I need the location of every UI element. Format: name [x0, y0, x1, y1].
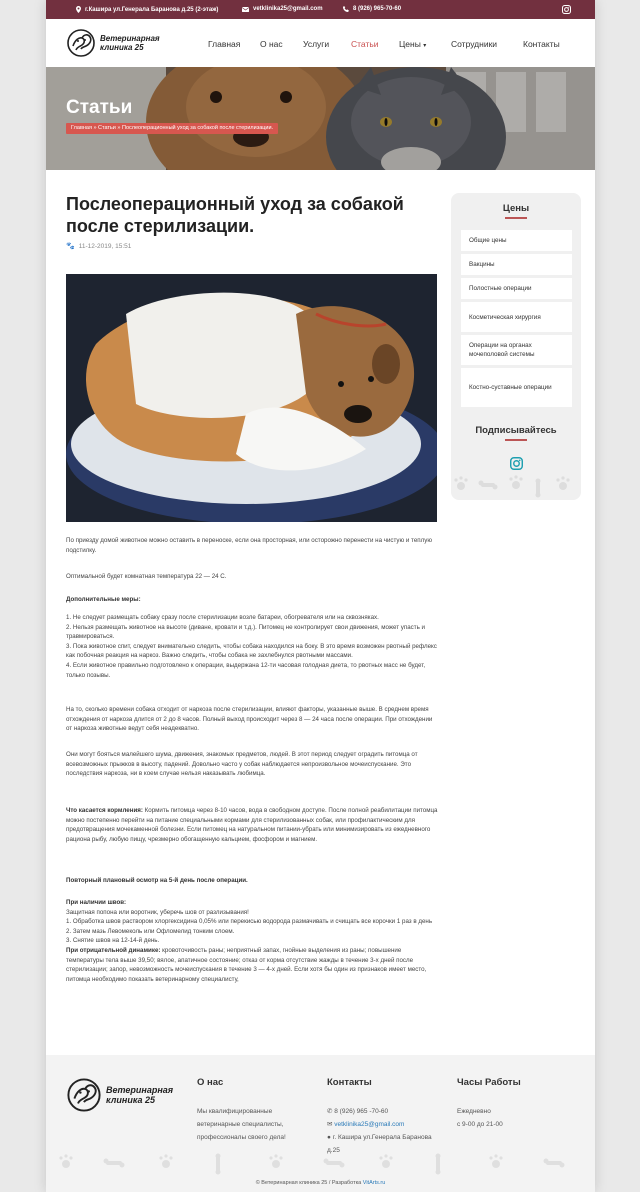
article-paragraph-3: На то, сколько времени собака отходит от наркоза после стерилизации, влияют факторы, указанные выше. В среднем время отхождения от наркоза длится от 2 до 8 часов. Полный выход происходит через 8 — 24 часа после операции. При отхождении от наркоза животные ведут себя неадекватно.: [66, 706, 433, 733]
article-photo: [66, 274, 437, 522]
sidebar-item-cosmetic-surgery[interactable]: Косметическая хирургия: [461, 302, 572, 332]
map-marker-icon: [76, 6, 81, 13]
sutures-intro: Защитная попона или воротник, уберечь шов от разлизывания!: [66, 908, 249, 916]
sidebar-item-cavity-operations[interactable]: Полостные операции: [461, 278, 572, 299]
article-meta: [66, 242, 131, 250]
sidebar: [451, 193, 581, 500]
logo-line1: Ветеринарная: [100, 34, 160, 43]
article-title: Послеоперационный уход за собакой после стерилизации.: [66, 194, 404, 236]
nav-about[interactable]: О нас: [260, 39, 283, 49]
phone-icon: ✆: [327, 1108, 333, 1115]
site-header: [46, 19, 595, 67]
logo-pets-icon: [66, 1077, 102, 1113]
measures-heading-text: Дополнительные меры:: [66, 596, 141, 603]
article-paragraph-2: Оптимальной будет комнатная температура 22 — 24 С.: [66, 573, 227, 580]
list-item: 3. Снятие швов на 12-14-й день.: [66, 937, 160, 945]
footer-address-text: г. Кашира ул.Генерала Баранова д.25: [327, 1134, 432, 1154]
topbar-phone-text[interactable]: 8 (926) 965-70-60: [353, 6, 402, 12]
footer-hours: [457, 1105, 567, 1131]
paw-icon: 🐾: [66, 243, 75, 250]
footer-logo-line2: клиника 25: [106, 1095, 156, 1105]
hero-banner: [46, 67, 595, 170]
nav-home[interactable]: Главная: [208, 39, 241, 49]
sidebar-item-bone-joint-operations[interactable]: Костно-суставные операции: [461, 368, 572, 407]
footer-logo[interactable]: [66, 1077, 173, 1113]
paws-decoration-icon: [451, 471, 581, 500]
list-item: 2. Нельзя размещать животное на высоте (диване, кровати и т.д.). Питомец не контролирует свои движения, может упасть и травмироваться.: [66, 623, 425, 641]
list-item: 2. Затем мазь Левомеколь или Офломелид тонким слоем.: [66, 927, 235, 935]
site-logo[interactable]: [66, 28, 160, 58]
list-item: 3. Пока животное спит, следует внимательно следить, чтобы собака находился на боку. В это время возможен рвотный рефлекс как побочная реакция на наркоз. Важно следить, чтобы собака не захлебнулся рвотными массами.: [66, 642, 437, 660]
sidebar-item-vaccines[interactable]: Вакцины: [461, 254, 572, 275]
developer-link[interactable]: VitArts.ru: [362, 1180, 386, 1186]
negative-label: При отрицательной динамике:: [66, 946, 161, 954]
sutures-block: [66, 898, 438, 984]
footer-hours-heading: Часы Работы: [457, 1077, 521, 1088]
negative-text: кровоточивость раны; неприятный запах, гнойные выделения из раны; повышение температуры тела выше 39,50; вялое, апатичное состояние; отказ от корма отсутствие жажды в течение 3-х дней после стерилизации; запор, невозможность мочеиспускания в течение 3 — 4-х дней. Если хотя бы один из признаков имеет место, питомца необходимо показать ветеринарному специалисту,: [66, 946, 427, 983]
footer-contacts-heading: Контакты: [327, 1077, 372, 1088]
article-paragraph-4: Они могут бояться малейшего шума, движения, знакомых предметов, людей. В этот период следует оградить питомца от всевозможных прыжков в высоту, падений. Довольно часто у собак наблюдается непроизвольное мочеиспускание. Это последствия наркоза, ни в коем случае нельзя наказывать любимца.: [66, 751, 418, 778]
breadcrumb[interactable]: Главная » Статьи » Послеоперационный уход за собакой после стерилизации.: [66, 123, 278, 134]
instagram-icon[interactable]: [510, 457, 523, 470]
nav-contacts[interactable]: Контакты: [523, 39, 560, 49]
footer-about-heading: О нас: [197, 1077, 224, 1088]
footer-about-text: Мы квалифицированные ветеринарные специалисты, профессионалы своего дела!: [197, 1108, 286, 1141]
measures-list: [66, 613, 438, 680]
article-date: 11-12-2019, 15:51: [78, 242, 132, 250]
sutures-heading: При наличии швов:: [66, 899, 127, 906]
copyright: [46, 1180, 595, 1186]
footer-email-link[interactable]: vetklinika25@gmail.com: [334, 1121, 405, 1128]
footer-phone-text: 8 (926) 965 -70-60: [334, 1108, 389, 1115]
sidebar-item-general-prices[interactable]: Общие цены: [461, 230, 572, 251]
footer-phone[interactable]: [327, 1105, 437, 1118]
feeding-paragraph: [66, 806, 438, 844]
envelope-icon: ✉: [327, 1121, 333, 1128]
measures-heading: [66, 595, 438, 605]
map-marker-icon: ●: [327, 1134, 331, 1141]
topbar-address-text: г.Кашира ул.Генерала Баранова д.25 (2-этаж): [85, 6, 219, 13]
list-item: 1. Обработка швов раствором хлоргексидина 0,05% или перекисью водорода размачивать и счищать все корочки 1 раз в день: [66, 918, 433, 926]
hero-title: Статьи: [66, 97, 133, 118]
logo-line2: клиника 25: [100, 43, 144, 52]
feeding-text: Кормить питомца через 8-10 часов, вода в свободном доступе. После полной реабилитации питомца можно постепенно перейти на питание специальными кормами для стерилизованных собак, или профилактическим для предотвращения мочекаменной болезни. Если питомец на натуральном питании-убрать или минимизировать из ежедневного рациона рыбу, любую пищу, чрезмерно обогащенную кальцием, фосфором и магнием.: [66, 807, 438, 843]
bandaged-dog-image: [66, 274, 437, 522]
topbar-email[interactable]: [242, 6, 323, 12]
footer-logo-line1: Ветеринарная: [106, 1085, 174, 1095]
copyright-text: © Ветеринарная клиника 25 / Разработка: [255, 1180, 363, 1186]
list-item: 4. Если животное правильно подготовлено к операции, выдержана 12-ти часовая голодная диета, то рвотных масс не будет, только позывы.: [66, 661, 426, 679]
instagram-icon[interactable]: [562, 5, 571, 14]
sidebar-item-urogenital-operations[interactable]: Операции на органах мочеполовой системы: [461, 335, 572, 365]
nav-articles[interactable]: Статьи: [351, 39, 379, 49]
nav-staff[interactable]: Сотрудники: [451, 39, 498, 49]
logo-pets-icon: [66, 28, 96, 58]
exam-text: Повторный плановый осмотр на 5-й день после операции.: [66, 877, 248, 884]
footer-email[interactable]: [327, 1118, 437, 1131]
envelope-icon: [242, 7, 249, 12]
site-footer: [46, 1055, 595, 1192]
article-paragraph-1: По приезду домой животное можно оставить в переноске, если она просторная, или осторожно перенести на чистую и теплую подстилку.: [66, 537, 432, 554]
exam-paragraph: [66, 876, 438, 886]
footer-hours-time: с 9-00 до 21-00: [457, 1121, 503, 1128]
top-bar: [46, 0, 595, 19]
caret-down-icon: ▾: [423, 43, 427, 49]
feeding-label: Что касается кормления:: [66, 807, 143, 814]
nav-services[interactable]: Услуги: [303, 39, 330, 49]
sidebar-prices-heading: Цены: [451, 203, 581, 219]
sidebar-subscribe-heading: Подписывайтесь: [451, 425, 581, 441]
nav-prices[interactable]: [399, 39, 426, 49]
topbar-address: [76, 6, 218, 13]
topbar-phone[interactable]: [343, 6, 401, 12]
paws-decoration-icon: [46, 1150, 595, 1176]
page-frame: [46, 0, 595, 1192]
footer-hours-days: Ежедневно: [457, 1108, 491, 1115]
nav-prices-label: Цены: [399, 39, 421, 49]
topbar-email-text[interactable]: vetklinika25@gmail.com: [253, 6, 323, 12]
list-item: 1. Не следует размещать собаку сразу после стерилизации возле батареи, обогревателя или на сквозняках.: [66, 614, 379, 621]
phone-icon: [343, 6, 349, 12]
